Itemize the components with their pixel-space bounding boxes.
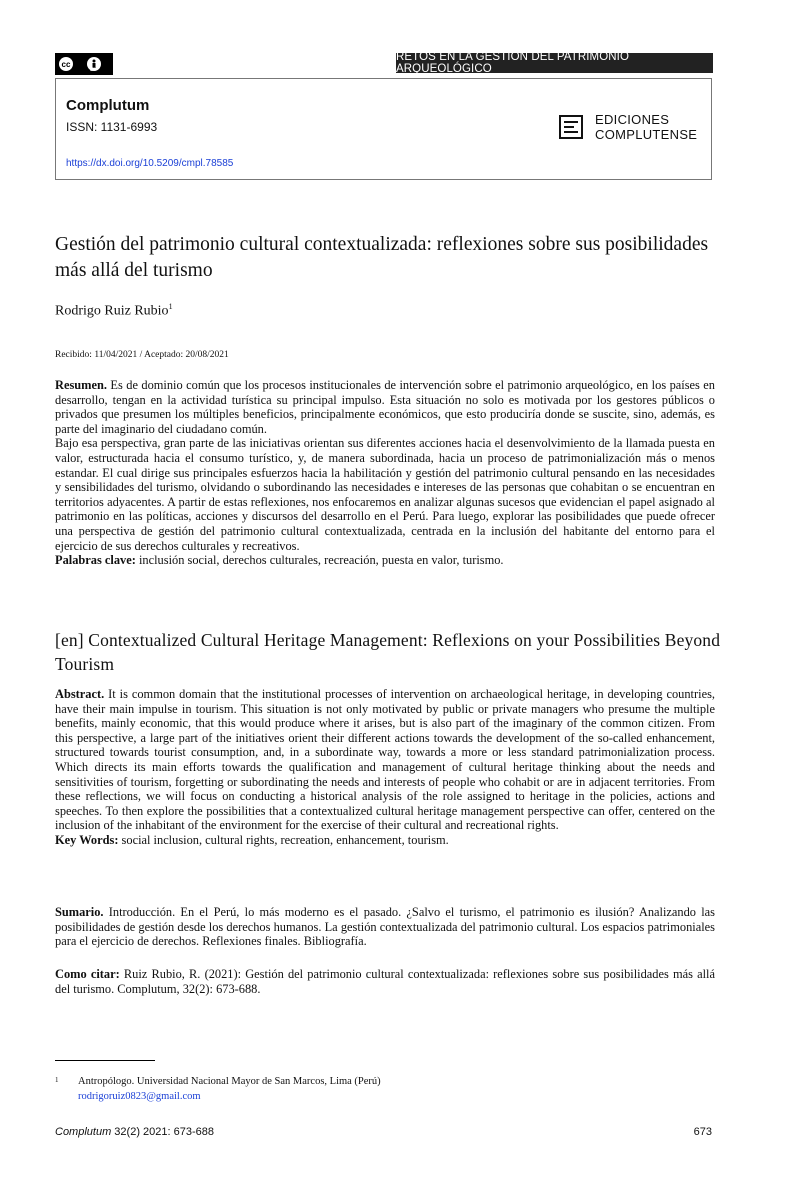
resumen-paragraph-1 xyxy=(55,378,715,436)
abstract-text: It is common domain that the institutional processes of intervention on archaeological heritage, in developing countries, have their main impulse in tourism. This situation is not only motivated by public or private managers who presume the multiple benefits, mainly economic, that this would produce where it arises, but is also part of the imaginary of the common citizen. From this perspective, a large part of the initiatives orient their different actions towards the development of the so-called enhancement, structured towards tourist consumption, and, in a subordinate way, towards a more or less standard patrimonialization process. Which directs its main efforts towards the qualification and management of cultural heritage thinking about the needs and sensitivities of tourism, forgetting or subordinating the needs and interests of people who cohabit or are in adjacent territories. From these reflections, we will focus on conducting a historical analysis of the role assigned to heritage in the policies, actions and speeches. To then explore the possibilities that a contextualized cultural heritage management perspective can offer, centered on the inclusion of the inhabitant of the environment for the exercise of their cultural and recreational rights. xyxy=(55,687,715,833)
page-number: 673 xyxy=(693,1126,712,1138)
english-title: [en] Contextualized Cultural Heritage Management: Reflexions on your Possibilities Beyond Tourism xyxy=(55,630,721,674)
author-name xyxy=(55,302,173,320)
abstract-label: Abstract. xyxy=(55,687,105,701)
keywords-en xyxy=(55,833,715,848)
footnote-mark: 1 xyxy=(55,1076,59,1084)
publisher-name-line2: COMPLUTENSE xyxy=(595,127,698,142)
sumario-text: Introducción. En el Perú, lo más moderno es el pasado. ¿Salvo el turismo, el patrimonio es ilusión? Analizando las posibilidades de gestión desde los derechos humanos. La gestión contextualizada del patrimonio cultural. Los espacios patrimoniales para el ejercicio de derechos. Reflexiones finales. Bibliografía. xyxy=(55,905,715,949)
publisher-name-line1: EDICIONES xyxy=(595,112,670,127)
footnote-body xyxy=(78,1074,678,1104)
key-words-label: Key Words: xyxy=(55,832,119,847)
citation-section xyxy=(55,967,715,996)
doi-link[interactable]: https://dx.doi.org/10.5209/cmpl.78585 xyxy=(66,158,234,169)
sumario-section xyxy=(55,905,715,949)
received-dates: Recibido: 11/04/2021 / Aceptado: 20/08/2021 xyxy=(55,350,229,360)
publisher-icon xyxy=(559,115,583,139)
citation-paragraph xyxy=(55,967,715,996)
section-banner: RETOS EN LA GESTIÓN DEL PATRIMONIO ARQUEOLÓGICO xyxy=(396,53,713,73)
sumario-paragraph xyxy=(55,905,715,949)
abstract-section xyxy=(55,687,715,848)
resumen-label: Resumen. xyxy=(55,378,107,392)
author-text: Rodrigo Ruiz Rubio xyxy=(55,303,169,319)
keywords-es xyxy=(55,553,715,568)
resumen-paragraph-2 xyxy=(55,436,715,553)
author-footnote-mark[interactable]: 1 xyxy=(168,302,173,311)
keywords-label: Palabras clave: xyxy=(55,553,136,568)
publisher-logo xyxy=(559,112,697,142)
author-email-link[interactable]: rodrigoruiz0823@gmail.com xyxy=(78,1091,201,1102)
issn: ISSN: 1131-6993 xyxy=(66,120,158,134)
by-label: BY xyxy=(90,67,97,73)
resumen-section xyxy=(55,378,715,568)
footer-journal: Complutum xyxy=(55,1126,112,1138)
page-footer-citation xyxy=(55,1126,214,1138)
resumen-text-2: Bajo esa perspectiva, gran parte de las iniciativas orientan sus diferentes acciones hacia el desenvolvimiento de la llamada puesta en valor, estructurada hacia el consumo turístico, y, de manera subordinada, hacia un proceso de patrimonialización más o menos estandar. El cual dirige sus principales esfuerzos hacia la habilitación y gestión del patrimonio cultural pensando en las necesidades y sensibilidades del turismo, olvidando o subordinando las necesidades e intereses de las personas que cohabitan o se encuentran en territorios adyacentes. A partir de estas reflexiones, nos enfocaremos en analizar algunas sucesos que evidencian el papel asignado al patrimonio en las políticas, acciones y discursos del desarrollo en el Perú. Para luego, explorar las posibilidades que puede ofrecer una perspectiva de gestión del patrimonio cultural contextualizada, centrada en la inclusión del habitante del entorno para el ejercicio de sus derechos culturales y recreativos. xyxy=(55,436,715,553)
journal-info-box xyxy=(55,78,712,180)
cc-license-badge[interactable] xyxy=(55,53,113,75)
citation-label: Como citar: xyxy=(55,967,120,981)
cc-icon: cc xyxy=(59,57,73,71)
footnote-divider xyxy=(55,1060,155,1061)
article-title: Gestión del patrimonio cultural contextualizada: reflexiones sobre sus posibilidades más allá del turismo xyxy=(55,234,709,281)
sumario-label: Sumario. xyxy=(55,905,104,919)
key-words-text: social inclusion, cultural rights, recreation, enhancement, tourism. xyxy=(118,832,449,847)
keywords-text: inclusión social, derechos culturales, recreación, puesta en valor, turismo. xyxy=(135,553,504,568)
footnote-affiliation: Antropólogo. Universidad Nacional Mayor de San Marcos, Lima (Perú) xyxy=(78,1076,381,1087)
citation-text: Ruiz Rubio, R. (2021): Gestión del patrimonio cultural contextualizada: reflexiones sobre sus posibilidades más allá del turismo. Complutum, 32(2): 673-688. xyxy=(55,967,715,996)
abstract-paragraph xyxy=(55,687,715,833)
journal-name: Complutum xyxy=(66,97,150,114)
footer-citation: 32(2) 2021: 673-688 xyxy=(111,1126,214,1138)
resumen-text-1: Es de dominio común que los procesos institucionales de intervención sobre el patrimonio arqueológico, en los países en desarrollo, tengan en la actividad turística su principal impulso. Esta situación no solo es motivada por los gestores públicos o privados que presumen los múltiples beneficios, principalmente económicos, que esto produciría donde se suscite, sino, además, es parte del imaginario del ciudadano común. xyxy=(55,378,715,436)
